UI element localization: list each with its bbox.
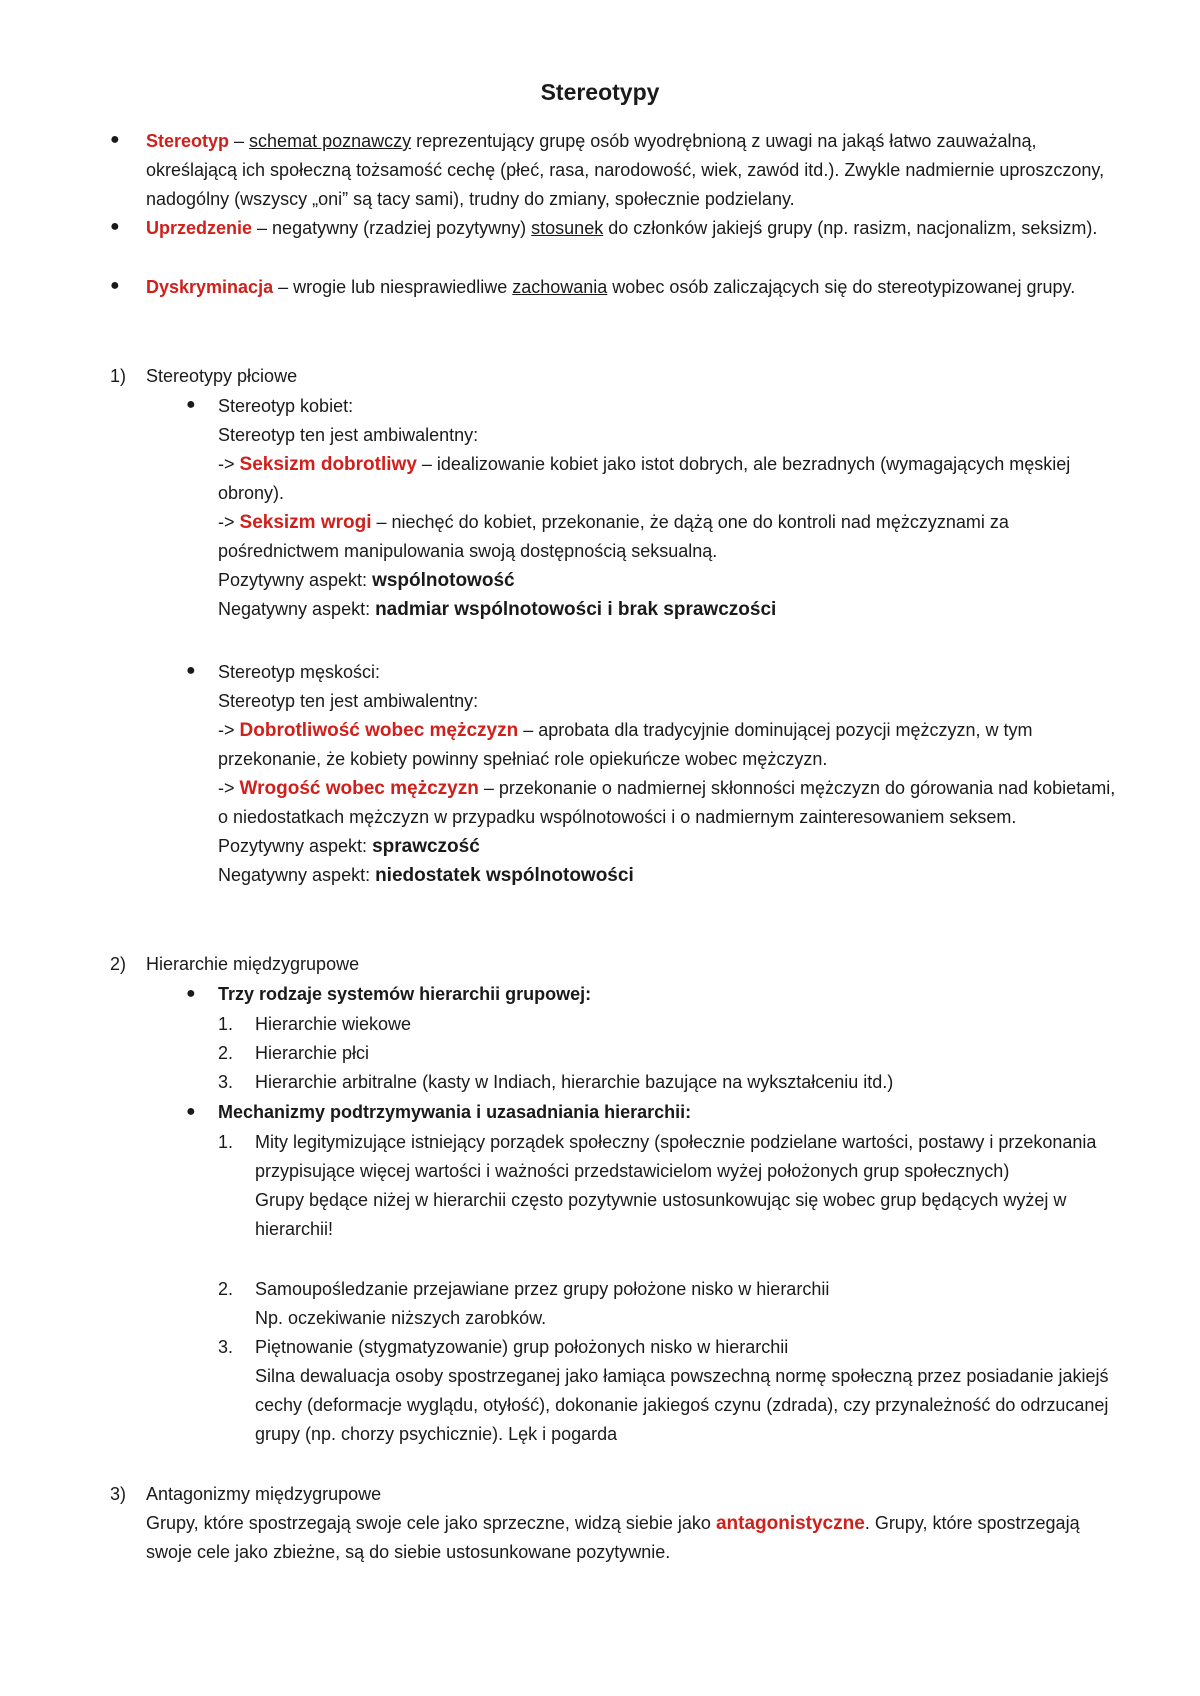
item-seksizm-dobrotliwy: -> Seksizm dobrotliwy – idealizowanie kobiet jako istot dobrych, ale bezradnych (wymagających męskiej obrony). bbox=[218, 454, 1071, 503]
document-page: Stereotypy ● Stereotyp – schemat poznawczy reprezentujący grupę osób wyodrębnioną z uwagi na jakąś łatwo zauważalną, określającą ich społeczną tożsamość cechę (płeć, rasa, narodowość, wiek, zawód itd.). Zwykle nadmiernie uproszczony, nadogólny (wszyscy „oni” są tacy sami), trudny do zmiany, społecznie podzielany. ● Uprzedzenie – negatywny (rzadziej pozytywny) stosunek do członków jakiejś grupy (np. rasizm, nacjonalizm, seksizm). ● Dyskryminacja – wrogie lub niesprawiedliwe zachowania wobec osób zaliczających się do stereotypizowanej grupy. 1) Stereotypy płciowe ● Stereotyp kobiet: Stereotyp ten jest ambiwalentny: -> Seksizm dobrotliwy – idealizowanie kobiet jako istot dobrych, ale bezradnych (wymagających męskiej obrony). -> Seksizm wrogi – niechęć do kobiet, przekonanie, że dążą one do kontroli nad mężczyznami za pośrednictwem manipulowania swoją dostępnością seksualną. Pozytywny aspekt: wspólnotowość Negatywny aspekt: nadmiar wspólnotowości i brak sprawczości ● Stereotyp męskości: Stereotyp ten jest ambiwalentny: -> Dobrotliwość wobec mężczyzn – aprobata dla tradycyjnie dominującej pozycji mężczyzn, w tym przekonanie, że kobiety powinny spełniać role opiekuńcze wobec mężczyzn. -> Wrogość wobec mężczyzn – przekonanie o nadmiernej skłonności mężczyzn do górowania nad kobietami, o niedostatkach mężczyzn w przypadku wspólnotowości i o nadmiernym zainteresowaniem seksem. Pozytywny aspekt: sprawczość Negatywny aspekt: niedostatek wspólnotowości 2) Hierarchie międzygrupowe ● Trzy rodzaje systemów hierarchii grupowej: 1. Hierarchie wiekowe 2. Hierarchie płci 3. Hierarchie arbitralne (kasty w Indiach, hierarchie bazujące na wykształceniu itd.) ● Mechanizmy podtrzymywania i uzasadniania hierarchii: 1. Mity legitymizujące istniejący porządek społeczny (społecznie podzielane wartości, postawy i przekonania przypisujące więcej wartości i ważności przedstawicielom wyżej położonych grup społecznych) Grupy będące niżej w hierarchii często pozytywnie ustosunkowując się wobec grup będących wyżej w hierarchii! 2. Samoupośledzanie przejawiane przez grupy położone nisko w hierarchii Np. oczekiwanie niższych zarobków. 3. Piętnowanie (stygmatyzowanie) grup położonych nisko w hierarchii Silna dewaluacja osoby spostrzeganej jako łamiąca powszechną normę społeczną przez posiadanie jakiejś cechy (deformacje wyglądu, otyłość), dokonanie jakiegoś czynu (zdrada), czy przynależność do odrzucanej grupy (np. chorzy psychicznie). Lęk i pogarda 3) Antagonizmy międzygrupowe Grupy, które spostrzegają swoje cele jako sprzeczne, widzą siebie jako antagonistyczne. Grupy, które spostrzegają swoje cele jako zbieżne, są do siebie ustosunkowane pozytywnie. bbox=[0, 0, 1200, 1696]
list-item: Hierarchie wiekowe bbox=[255, 1014, 412, 1034]
underlined-phrase: stosunek bbox=[531, 218, 604, 238]
section-number: 1) bbox=[110, 366, 127, 386]
systems-heading: Trzy rodzaje systemów hierarchii grupowej: bbox=[218, 984, 592, 1004]
bullet: ● bbox=[186, 985, 196, 1002]
bullet: ● bbox=[186, 1103, 196, 1120]
women-stereotype: Stereotyp kobiet: Stereotyp ten jest ambiwalentny: -> Seksizm dobrotliwy – idealizowanie kobiet jako istot dobrych, ale bezradnych (wymagających męskiej obrony). -> Seksizm wrogi – niechęć do kobiet, przekonanie, że dążą one do kontroli nad mężczyznami za pośrednictwem manipulowania swoją dostępnością seksualną. Pozytywny aspekt: wspólnotowość Negatywny aspekt: nadmiar wspólnotowości i brak sprawczości bbox=[218, 392, 1118, 624]
term-stereotyp: Stereotyp bbox=[146, 131, 230, 151]
antagonism-paragraph: Grupy, które spostrzegają swoje cele jako sprzeczne, widzą siebie jako antagonistyczne. Grupy, które spostrzegają swoje cele jako zbieżne, są do siebie ustosunkowane pozytywnie. bbox=[146, 1513, 1080, 1562]
bullet: ● bbox=[186, 396, 196, 413]
definition-uprzedzenie: Uprzedzenie – negatywny (rzadziej pozytywny) stosunek do członków jakiejś grupy (np. rasizm, nacjonalizm, seksizm). bbox=[146, 218, 1098, 238]
underlined-phrase: schemat poznawczy bbox=[249, 131, 412, 151]
term-uprzedzenie: Uprzedzenie bbox=[146, 218, 253, 238]
list-item: Samoupośledzanie przejawiane przez grupy położone nisko w hierarchii Np. oczekiwanie niższych zarobków. bbox=[255, 1279, 830, 1328]
mechanisms-heading: Mechanizmy podtrzymywania i uzasadniania hierarchii: bbox=[218, 1102, 692, 1122]
item-dobrotliwosc: -> Dobrotliwość wobec mężczyzn – aprobata dla tradycyjnie dominującej pozycji mężczyzn, w tym przekonanie, że kobiety powinny spełniać role opiekuńcze wobec mężczyzn. bbox=[218, 720, 1033, 769]
list-item: Hierarchie płci bbox=[255, 1043, 370, 1063]
section-heading: Antagonizmy międzygrupowe bbox=[146, 1484, 382, 1504]
list-item: Hierarchie arbitralne (kasty w Indiach, hierarchie bazujące na wykształceniu itd.) bbox=[255, 1072, 894, 1092]
list-item: Mity legitymizujące istniejący porządek społeczny (społecznie podzielane wartości, postawy i przekonania przypisujące więcej wartości i ważności przedstawicielom wyżej położonych grup społecznych) Grupy będące niżej w hierarchii często pozytywnie ustosunkowując się wobec grup będących wyżej w hierarchii! bbox=[255, 1132, 1097, 1239]
definition-dyskryminacja: Dyskryminacja – wrogie lub niesprawiedliwe zachowania wobec osób zaliczających się do stereotypizowanej grupy. bbox=[146, 277, 1076, 297]
section-heading: Stereotypy płciowe bbox=[146, 366, 298, 386]
item-wrogosc: -> Wrogość wobec mężczyzn – przekonanie o nadmiernej skłonności mężczyzn do górowania nad kobietami, o niedostatkach mężczyzn w przypadku wspólnotowości i o nadmiernym zainteresowaniem seksem. bbox=[218, 778, 1116, 827]
term-dyskryminacja: Dyskryminacja bbox=[146, 277, 274, 297]
term-antagonistyczne: antagonistyczne bbox=[715, 1513, 865, 1534]
section-number: 2) bbox=[110, 954, 127, 974]
section-heading: Hierarchie międzygrupowe bbox=[146, 954, 360, 974]
section-number: 3) bbox=[110, 1484, 127, 1504]
underlined-phrase: zachowania bbox=[512, 277, 608, 297]
men-stereotype: Stereotyp męskości: Stereotyp ten jest ambiwalentny: -> Dobrotliwość wobec mężczyzn – aprobata dla tradycyjnie dominującej pozycji mężczyzn, w tym przekonanie, że kobiety powinny spełniać role opiekuńcze wobec mężczyzn. -> Wrogość wobec mężczyzn – przekonanie o nadmiernej skłonności mężczyzn do górowania nad kobietami, o niedostatkach mężczyzn w przypadku wspólnotowości i o nadmiernym zainteresowaniem seksem. Pozytywny aspekt: sprawczość Negatywny aspekt: niedostatek wspólnotowości bbox=[218, 658, 1118, 890]
list-item: Piętnowanie (stygmatyzowanie) grup położonych nisko w hierarchii Silna dewaluacja osoby spostrzeganej jako łamiąca powszechną normę społeczną przez posiadanie jakiejś cechy (deformacje wyglądu, otyłość), dokonanie jakiegoś czynu (zdrada), czy przynależność do odrzucanej grupy (np. chorzy psychicznie). Lęk i pogarda bbox=[255, 1337, 1109, 1444]
page-title: Stereotypy bbox=[540, 79, 660, 105]
item-seksizm-wrogi: -> Seksizm wrogi – niechęć do kobiet, przekonanie, że dążą one do kontroli nad mężczyznami za pośrednictwem manipulowania swoją dostępnością seksualną. bbox=[218, 512, 1009, 561]
bullet: ● bbox=[110, 277, 120, 294]
definition-stereotyp: Stereotyp – schemat poznawczy reprezentujący grupę osób wyodrębnioną z uwagi na jakąś łatwo zauważalną, określającą ich społeczną tożsamość cechę (płeć, rasa, narodowość, wiek, zawód itd.). Zwykle nadmiernie uproszczony, nadogólny (wszyscy „oni” są tacy sami), trudny do zmiany, społecznie podzielany. bbox=[146, 131, 1105, 209]
bullet: ● bbox=[110, 218, 120, 235]
bullet: ● bbox=[186, 662, 196, 679]
bullet: ● bbox=[110, 131, 120, 148]
